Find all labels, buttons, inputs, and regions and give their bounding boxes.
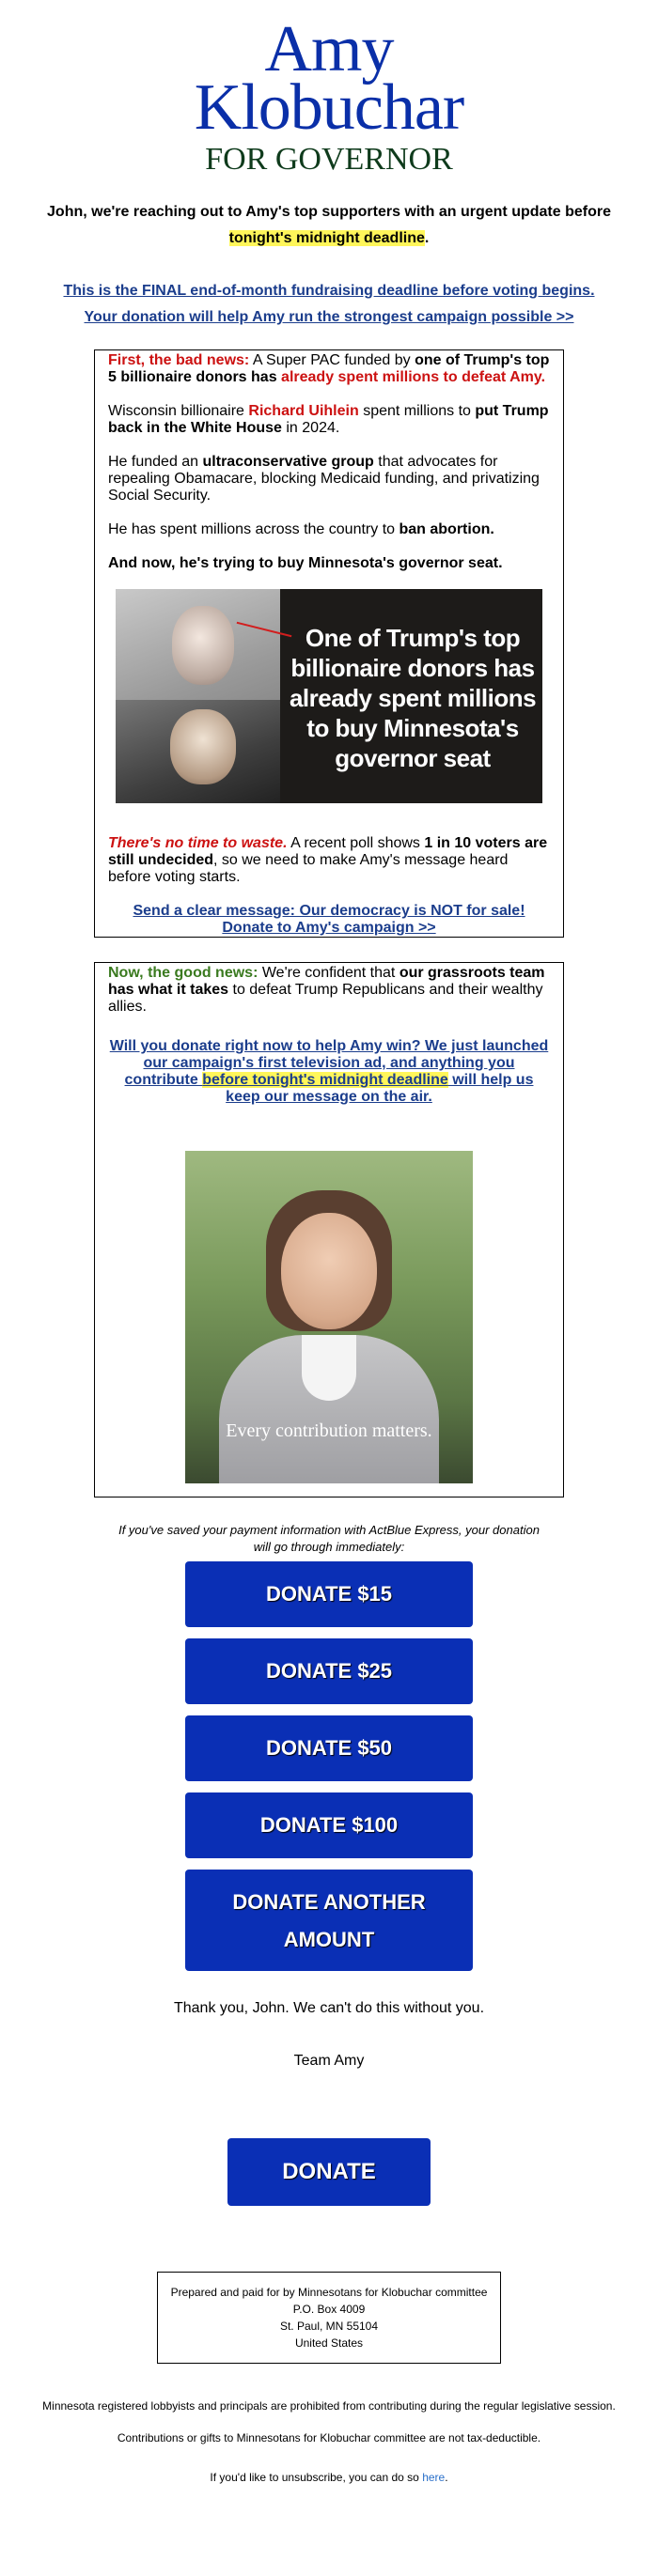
bad-news-box <box>94 349 564 938</box>
ultraconservative-paragraph: He funded an ultraconservative group that advocates for repealing Obamacare, blocking Medicaid funding, and privatizing Social Security. <box>108 454 540 504</box>
trump-face <box>170 709 236 784</box>
intro-text: John, we're reaching out to Amy's top supporters with an urgent update before tonight's midnight deadline. <box>47 204 611 246</box>
final-donate-button[interactable]: DONATE <box>227 2138 431 2206</box>
campaign-logo <box>0 0 658 177</box>
abortion-paragraph: He has spent millions across the country to ban abortion. <box>108 521 494 537</box>
donate-25-button[interactable]: DONATE $25 <box>185 1638 473 1704</box>
lobbyist-notice: Minnesota registered lobbyists and principals are prohibited from contributing during the regular legislative session. <box>42 2399 616 2413</box>
democracy-not-for-sale-link[interactable]: Send a clear message: Our democracy is NOT for sale! <box>133 903 525 919</box>
unsubscribe-link[interactable]: here <box>422 2471 446 2484</box>
unsubscribe-notice: If you'd like to unsubscribe, you can do so here. <box>210 2471 448 2484</box>
donate-campaign-link[interactable]: Donate to Amy's campaign >> <box>222 920 436 936</box>
uihlein-name: Richard Uihlein <box>248 403 359 419</box>
signoff-text: Team Amy <box>293 2053 365 2069</box>
portrait-face <box>281 1213 377 1329</box>
tv-ad-donate-link[interactable]: Will you donate right now to help Amy win? We just launched our campaign's first television ad, and anything you contribute before tonight's midnight deadline will help us keep our message on the air. <box>109 1038 549 1105</box>
bad-news-paragraph: First, the bad news: A Super PAC funded by one of Trump's top 5 billionaire donors has already spent millions to defeat Amy. <box>108 352 550 385</box>
tax-notice: Contributions or gifts to Minnesotans for Klobuchar committee are not tax-deductible. <box>117 2431 541 2444</box>
box1-links <box>108 903 550 937</box>
donate-50-button[interactable]: DONATE $50 <box>185 1715 473 1781</box>
strongest-campaign-link[interactable]: Your donation will help Amy run the strongest campaign possible >> <box>84 309 574 325</box>
uihlein-face <box>172 606 234 685</box>
logo-first-name: Amy <box>264 13 394 85</box>
image-headline: One of Trump's top billionaire donors has already spent millions to buy Minnesota's governor seat <box>289 624 537 772</box>
good-news-box <box>94 962 564 1497</box>
actblue-express-note: If you've saved your payment information with ActBlue Express, your donation will go through immediately: <box>118 1523 540 1554</box>
uihlein-paragraph: Wisconsin billionaire Richard Uihlein spent millions to put Trump back in the White House in 2024. <box>108 403 549 436</box>
paid-for-disclaimer: Prepared and paid for by Minnesotans for Klobuchar committee P.O. Box 4009 St. Paul, MN 55104 United States <box>157 2272 501 2364</box>
governor-seat-paragraph: And now, he's trying to buy Minnesota's governor seat. <box>108 555 503 571</box>
logo-office: FOR GOVERNOR <box>205 142 453 177</box>
top-donate-links <box>47 278 611 331</box>
logo-last-name: Klobuchar <box>194 71 464 144</box>
tv-ad-paragraph <box>108 1038 550 1106</box>
donate-button-group <box>0 1561 658 1971</box>
billionaire-donor-image[interactable] <box>116 589 542 803</box>
final-deadline-link[interactable]: This is the FINAL end-of-month fundraising deadline before voting begins. <box>63 283 595 299</box>
portrait-caption: Every contribution matters. <box>226 1420 432 1441</box>
donate-100-button[interactable]: DONATE $100 <box>185 1792 473 1858</box>
thank-you-text: Thank you, John. We can't do this without you. <box>173 2000 485 2016</box>
no-time-paragraph: There's no time to waste. A recent poll shows 1 in 10 voters are still undecided, so we need to make Amy's message heard before voting starts. <box>108 835 548 885</box>
donate-another-amount-button[interactable]: DONATE ANOTHER AMOUNT <box>185 1870 473 1971</box>
amy-portrait-image[interactable] <box>185 1151 473 1483</box>
portrait-shirt <box>302 1335 356 1401</box>
deadline-highlight: tonight's midnight deadline <box>228 230 425 246</box>
donate-15-button[interactable]: DONATE $15 <box>185 1561 473 1627</box>
good-news-paragraph: Now, the good news: We're confident that our grassroots team has what it takes to defeat Trump Republicans and their wealthy allies. <box>108 965 545 1015</box>
